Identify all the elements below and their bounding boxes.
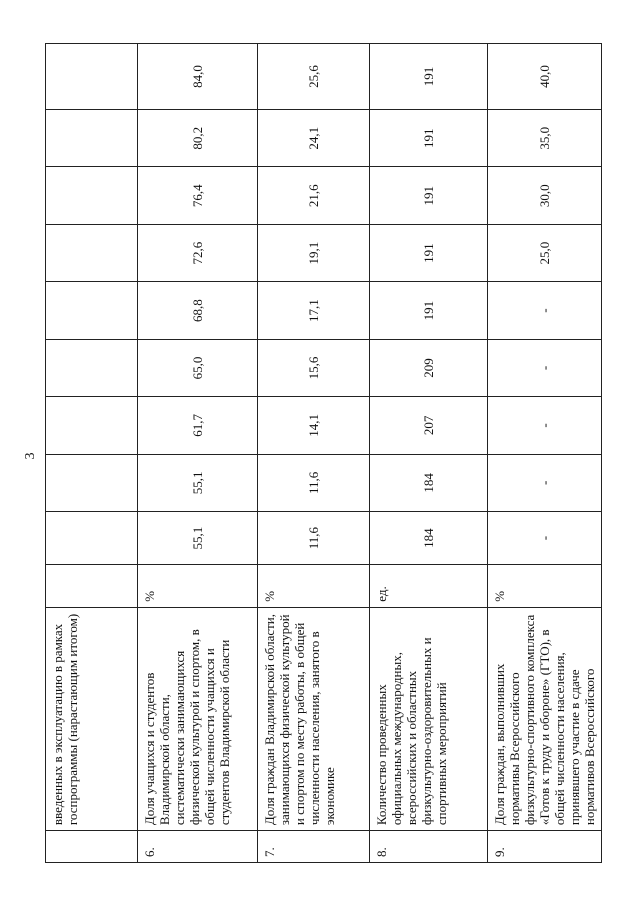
indicator-name: Доля учащихся и студентов Владимирской области, систематически занимающихся физической культурой и спортом, в общей численности учащихся и студентов Владимирской области: [138, 607, 258, 830]
value-cell: 72,6: [138, 224, 258, 281]
value-cell: 207: [370, 396, 488, 453]
value-cell: -: [488, 396, 602, 453]
value-cell: 209: [370, 339, 488, 396]
indicators-table: [45, 43, 602, 863]
value-cell: 17,1: [258, 281, 370, 338]
value-cell: 40,0: [488, 43, 602, 109]
value-cell: 11,6: [258, 511, 370, 564]
indicator-name: Доля граждан Владимирской области, занимающихся физической культурой и спортом по месту работы, в общей численности населения, занятого в экономике: [258, 607, 370, 830]
table-row: [138, 43, 258, 862]
value-cell: 61,7: [138, 396, 258, 453]
table-row: [46, 43, 138, 862]
value-cell: 14,1: [258, 396, 370, 453]
value-cell: [46, 339, 138, 396]
value-cell: 184: [370, 454, 488, 511]
row-number: 8.: [370, 830, 488, 862]
value-cell: 25,6: [258, 43, 370, 109]
indicator-name: введенных в эксплуатацию в рамках госпрограммы (нарастающим итогом): [46, 607, 138, 830]
value-cell: 65,0: [138, 339, 258, 396]
value-cell: [46, 224, 138, 281]
value-cell: -: [488, 281, 602, 338]
value-cell: -: [488, 454, 602, 511]
value-cell: 191: [370, 167, 488, 224]
value-cell: 24,1: [258, 109, 370, 166]
value-cell: 55,1: [138, 454, 258, 511]
value-cell: 191: [370, 109, 488, 166]
unit-cell: %: [488, 564, 602, 607]
table-row: [488, 43, 602, 862]
value-cell: [46, 43, 138, 109]
unit-cell: ед.: [370, 564, 488, 607]
value-cell: 19,1: [258, 224, 370, 281]
value-cell: 191: [370, 224, 488, 281]
unit-cell: %: [138, 564, 258, 607]
value-cell: 191: [370, 43, 488, 109]
value-cell: 68,8: [138, 281, 258, 338]
table-row: [370, 43, 488, 862]
row-number: [46, 830, 138, 862]
value-cell: [46, 109, 138, 166]
value-cell: [46, 511, 138, 564]
value-cell: 184: [370, 511, 488, 564]
indicator-name: Доля граждан, выполнивших нормативы Всероссийского физкультурно-спортивного комплекса «Готов к труду и обороне» (ГТО), в общей численности населения, принявшего участие в сдаче нормативов Всероссийского: [488, 607, 602, 830]
value-cell: 76,4: [138, 167, 258, 224]
value-cell: -: [488, 339, 602, 396]
value-cell: 30,0: [488, 167, 602, 224]
page-number: 3: [23, 452, 38, 460]
value-cell: 191: [370, 281, 488, 338]
value-cell: 11,6: [258, 454, 370, 511]
value-cell: [46, 396, 138, 453]
rotated-table-container: [45, 43, 595, 863]
value-cell: 25,0: [488, 224, 602, 281]
row-number: 7.: [258, 830, 370, 862]
value-cell: [46, 281, 138, 338]
value-cell: -: [488, 511, 602, 564]
value-cell: 55,1: [138, 511, 258, 564]
value-cell: 35,0: [488, 109, 602, 166]
row-number: 6.: [138, 830, 258, 862]
value-cell: [46, 167, 138, 224]
table-row: [258, 43, 370, 862]
unit-cell: %: [258, 564, 370, 607]
value-cell: 80,2: [138, 109, 258, 166]
value-cell: 84,0: [138, 43, 258, 109]
unit-cell: [46, 564, 138, 607]
indicator-name: Количество проведенных официальных международных, всероссийских и областных физкультурно-оздоровительных и спортивных мероприятий: [370, 607, 488, 830]
value-cell: [46, 454, 138, 511]
value-cell: 15,6: [258, 339, 370, 396]
row-number: 9.: [488, 830, 602, 862]
value-cell: 21,6: [258, 167, 370, 224]
